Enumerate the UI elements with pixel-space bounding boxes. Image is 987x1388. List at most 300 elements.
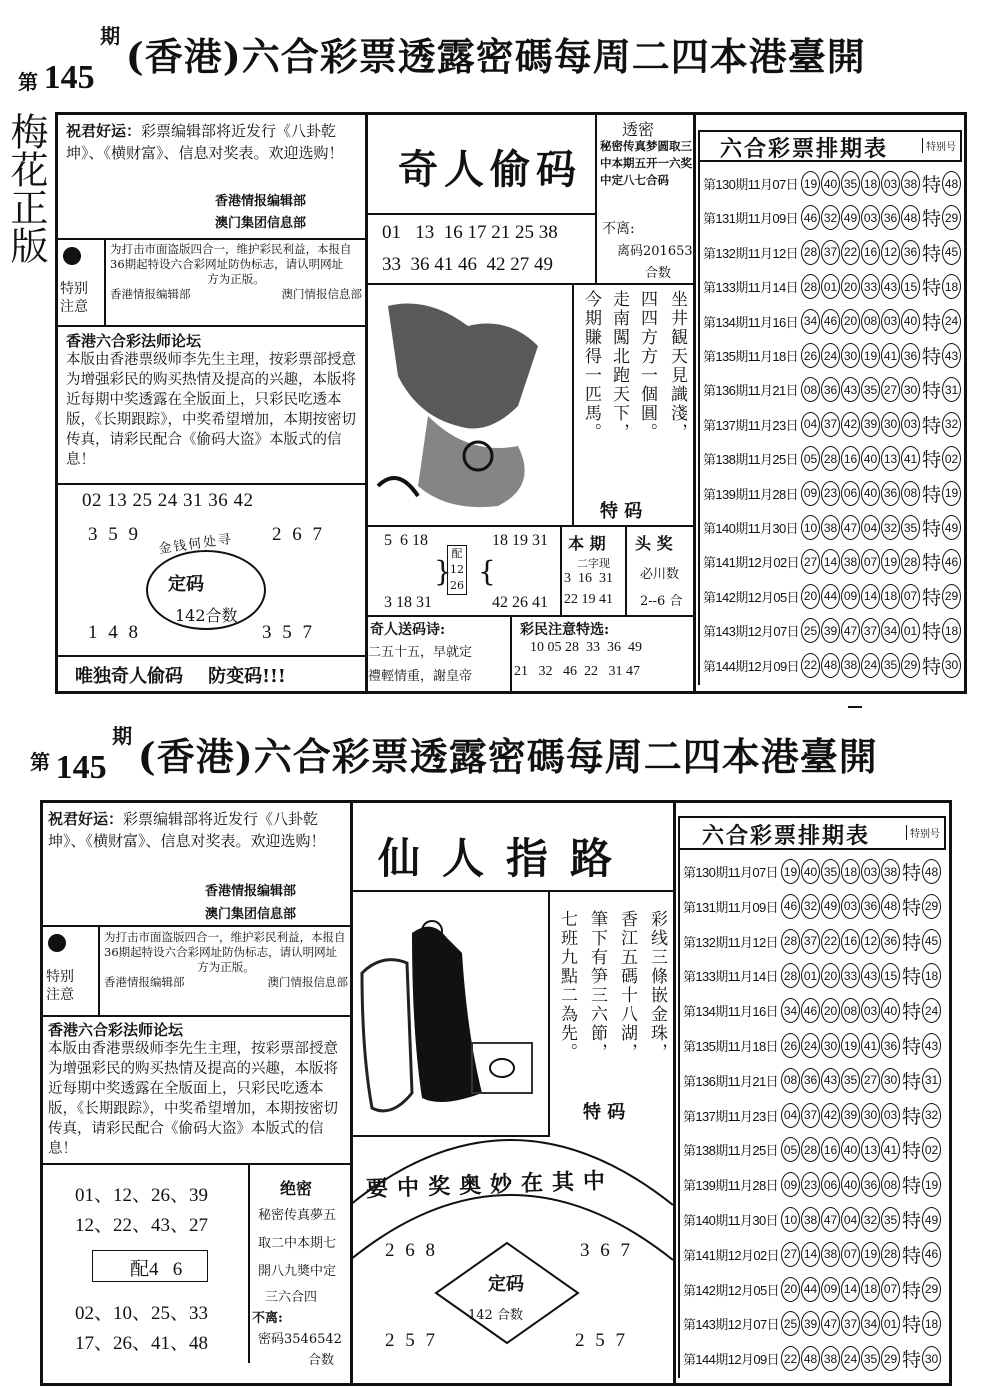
table-row [703, 548, 962, 575]
table-row [703, 308, 962, 335]
table-row [683, 997, 942, 1024]
forum-text: 本版由香港票级师李先生主理，按彩票部授意为增强彩民的购买热情及提高的兴趣，本版将近每期中奖透露在全版面上，只彩民吃透本版，《长期跟踪》，中奖希望增加，本期按密切传真，请彩民配合《偷码大盗》本版式的信息！ [66, 352, 356, 468]
special-marker: 特 [922, 519, 942, 540]
greeting-sign-2: 澳门集团信息部 [205, 907, 297, 922]
notice-sign-2: 澳门情报信息部 [267, 975, 348, 989]
number-ball: 10 [801, 515, 820, 540]
special-ball: 02 [942, 446, 961, 471]
number-ball: 03 [861, 998, 880, 1023]
table-row [683, 1171, 942, 1198]
number-ball: 49 [821, 894, 840, 919]
draw-label: 第144期12月09日 [703, 658, 800, 674]
draw-label: 第132期11月12日 [683, 934, 779, 950]
number-ball: 04 [841, 1207, 860, 1232]
draw-label: 第137期11月23日 [683, 1108, 779, 1124]
special-ball: 29 [942, 205, 961, 230]
table-row [683, 858, 942, 885]
draw-label: 第143期12月07日 [703, 624, 800, 640]
special-ball: 29 [922, 894, 941, 919]
number-ball: 23 [801, 1172, 820, 1197]
forum-title: 香港六合彩法师论坛 [66, 332, 202, 350]
juemi-buli: 不离: [252, 1311, 283, 1326]
number-ball: 36 [801, 1068, 820, 1093]
number-ball: 04 [861, 515, 880, 540]
juemi-code: 密码3546542 [258, 1332, 342, 1347]
number-ball: 43 [861, 963, 880, 988]
number-ball: 12 [881, 240, 900, 265]
header-qi: 期 [112, 724, 133, 748]
number-ball: 47 [821, 1311, 840, 1336]
notice-sign-1: 香港情报编辑部 [104, 975, 185, 989]
number-ball: 35 [861, 1346, 880, 1371]
number-ball: 35 [901, 515, 920, 540]
oval-arc-text: 金钱何处寻 [157, 531, 234, 558]
special-marker: 特 [922, 656, 942, 678]
table-row [703, 514, 962, 541]
number-ball: 37 [861, 618, 880, 643]
forum-text: 本版由香港票级师李先生主理，按彩票部授意为增强彩民的购买热情及提高的兴趣，本版将近每期中奖透露在全版面上，只彩民吃透本版，《长期跟踪》，中奖希望增加，本期按密切传真，请彩民配合《偷码大盗》本版式的信息！ [48, 1041, 338, 1157]
number-ball: 28 [881, 1242, 900, 1267]
notice-sign-1: 香港情报编辑部 [110, 287, 191, 301]
number-ball: 18 [881, 584, 900, 609]
number-ball: 24 [821, 343, 840, 368]
special-marker: 特 [922, 415, 942, 437]
oval-top-left: 3 5 9 [88, 524, 141, 545]
special-ball: 48 [942, 171, 961, 196]
juemi-line-4: 三六合四 [265, 1290, 318, 1305]
pick-line-1: 10 05 28 33 36 49 [530, 640, 642, 655]
table-row [683, 928, 942, 955]
special-marker: 特 [902, 1106, 922, 1128]
draw-label: 第133期11月14日 [703, 280, 799, 296]
draw-label: 第132期11月12日 [703, 245, 799, 261]
number-ball: 26 [781, 1033, 800, 1058]
illustration-scholar-warrior [352, 893, 548, 1133]
number-ball: 16 [861, 240, 880, 265]
special-ball: 18 [942, 618, 961, 643]
number-ball: 39 [841, 1103, 860, 1128]
special-marker: 特 [922, 622, 942, 644]
draw-label: 第140期11月30日 [683, 1213, 779, 1228]
special-marker: 特 [902, 1037, 922, 1058]
number-ball: 40 [821, 171, 840, 196]
greeting-sign-1: 香港情报编辑部 [205, 884, 297, 899]
special-marker: 特 [922, 553, 942, 575]
number-ball: 06 [841, 481, 860, 506]
table-row [703, 170, 962, 197]
draw-label: 第143期12月07日 [683, 1317, 780, 1333]
oval-center: 定码 [168, 574, 204, 595]
diamond-bottom-right: 2 5 7 [575, 1330, 628, 1351]
number-ball: 08 [901, 481, 920, 506]
number-ball: 47 [841, 515, 860, 540]
notice-tail: 方为正版。 [207, 272, 265, 286]
secret-sum: 合数 [645, 266, 672, 281]
number-ball: 13 [861, 1137, 880, 1162]
notice-label: 特别注意 [46, 969, 74, 1003]
number-ball: 23 [821, 481, 840, 506]
number-ball: 29 [881, 1346, 900, 1371]
number-ball: 24 [861, 653, 880, 678]
draw-label: 第138期11月25日 [703, 452, 799, 468]
number-ball: 01 [881, 1311, 900, 1336]
number-ball: 32 [801, 894, 820, 919]
number-ball: 08 [801, 377, 820, 402]
header-di: 第 [30, 750, 50, 774]
number-ball: 44 [801, 1277, 820, 1302]
number-ball: 40 [801, 859, 820, 884]
number-ball: 30 [861, 1103, 880, 1128]
pei-box [447, 545, 467, 595]
special-marker: 特 [902, 1245, 922, 1267]
number-ball: 03 [881, 1103, 900, 1128]
number-ball: 27 [781, 1242, 800, 1267]
table-row [703, 376, 962, 403]
number-ball: 37 [841, 1311, 860, 1336]
draw-label: 第133期11月14日 [683, 969, 779, 985]
number-ball: 05 [781, 1137, 800, 1162]
special-ball: 49 [922, 1207, 941, 1232]
special-marker: 特 [922, 347, 942, 368]
table-row [683, 1276, 942, 1303]
special-marker: 特 [922, 278, 942, 300]
number-ball: 20 [781, 1277, 800, 1302]
number-ball: 38 [801, 1207, 820, 1232]
number-ball: 15 [881, 963, 900, 988]
number-ball: 38 [901, 171, 920, 196]
special-ball: 30 [942, 653, 961, 678]
forum-title: 香港六合彩法师论坛 [48, 1021, 184, 1039]
number-ball: 28 [781, 929, 800, 954]
number-ball: 34 [861, 1311, 880, 1336]
special-marker: 特 [902, 1071, 922, 1093]
number-ball: 34 [781, 998, 800, 1023]
pair-left-bottom: 3 18 31 [384, 594, 432, 611]
pei-label: 配 [451, 547, 463, 560]
number-ball: 16 [841, 929, 860, 954]
greeting [48, 808, 344, 852]
number-ball: 30 [841, 343, 860, 368]
number-ball: 36 [881, 929, 900, 954]
special-marker: 特 [902, 932, 922, 954]
special-ball: 24 [922, 998, 941, 1023]
pair-right-top: 18 19 31 [492, 532, 548, 549]
special-ball: 18 [922, 963, 941, 988]
benqi-title: 本 期 [568, 534, 606, 553]
special-ball: 02 [922, 1137, 941, 1162]
number-ball: 38 [881, 859, 900, 884]
number-ball: 37 [821, 240, 840, 265]
draw-label: 第130期11月07日 [683, 865, 779, 880]
number-ball: 03 [881, 171, 900, 196]
song-line-2: 禮輕情重，謝皇帝 [368, 669, 473, 684]
number-ball: 41 [881, 343, 900, 368]
group-1-line-1: 01、12、26、39 [75, 1185, 209, 1206]
number-ball: 24 [801, 1033, 820, 1058]
notice-bomb-icon [48, 934, 66, 952]
table-row [703, 411, 962, 438]
bottom-table [678, 816, 944, 1378]
special-marker: 特 [902, 1280, 922, 1302]
draw-label: 第131期11月09日 [703, 211, 799, 227]
oval-sub: 142合数 [175, 606, 238, 625]
draw-label: 第141期12月02日 [703, 555, 800, 571]
draw-label: 第134期11月16日 [683, 1004, 779, 1020]
draw-label: 第139期11月28日 [703, 486, 799, 502]
notice-text: 为打击市面盗版四合一，维护彩民利益，本报自36期起特设六合彩网址防伪标志，请认明网址 [110, 242, 352, 271]
table-row [703, 273, 962, 300]
oval-bottom-left: 1 4 8 [88, 622, 141, 643]
greeting-text: 彩票编辑部将近发行《八卦乾坤》、《横财富》、信息对奖表。欢迎选购！ [66, 122, 344, 162]
draw-label: 第130期11月07日 [703, 177, 799, 192]
number-ball: 19 [881, 549, 900, 574]
bottom-header [30, 724, 878, 786]
pair-right-bottom: 42 26 41 [492, 594, 548, 611]
slogan: 唯独奇人偷码 防变码!!! [75, 666, 286, 687]
number-ball: 22 [801, 653, 820, 678]
number-ball: 04 [781, 1103, 800, 1128]
code-line-2: 33 36 41 46 42 27 49 [382, 254, 553, 275]
header-title: (香港)六合彩票透露密碼每周二四本港臺開 [125, 34, 866, 79]
number-ball: 09 [781, 1172, 800, 1197]
number-ball: 01 [801, 963, 820, 988]
table-row [683, 893, 942, 920]
greeting-lead: 祝君好运： [66, 122, 142, 140]
draw-label: 第139期11月28日 [683, 1178, 779, 1194]
number-ball: 07 [901, 584, 920, 609]
number-ball: 47 [821, 1207, 840, 1232]
number-ball: 35 [841, 171, 860, 196]
panel-title: 仙人指路 [378, 834, 635, 883]
number-ball: 33 [861, 274, 880, 299]
number-ball: 15 [901, 274, 920, 299]
number-ball: 09 [801, 481, 820, 506]
number-ball: 01 [821, 274, 840, 299]
greeting [66, 120, 358, 164]
tema-label: 特 码 [600, 501, 643, 522]
draw-label: 第136期11月21日 [683, 1073, 779, 1089]
number-ball: 22 [821, 929, 840, 954]
special-marker: 特 [902, 1176, 922, 1198]
number-ball: 36 [901, 240, 920, 265]
code-line-1: 01 13 16 17 21 25 38 [382, 222, 558, 243]
toujiang-range: 2--6 合 [640, 594, 683, 609]
notice-sign-2: 澳门情报信息部 [281, 287, 362, 301]
number-ball: 46 [801, 998, 820, 1023]
number-ball: 46 [801, 205, 820, 230]
number-ball: 40 [841, 1172, 860, 1197]
pei-label: 配4 6 [130, 1259, 183, 1280]
number-ball: 28 [781, 963, 800, 988]
number-ball: 05 [801, 446, 820, 471]
number-ball: 49 [841, 205, 860, 230]
number-ball: 18 [841, 859, 860, 884]
number-ball: 03 [861, 205, 880, 230]
special-marker: 特 [902, 1141, 922, 1163]
number-ball: 03 [861, 859, 880, 884]
number-ball: 04 [801, 412, 820, 437]
pei-num-1: 12 [450, 563, 464, 576]
number-ball: 20 [841, 274, 860, 299]
special-label: 特别号 [922, 138, 956, 153]
number-ball: 08 [781, 1068, 800, 1093]
special-ball: 30 [922, 1346, 941, 1371]
song-title: 奇人送码诗: [370, 622, 446, 638]
poem-line-4: 七班九點二為先。 [557, 910, 577, 1062]
number-ball: 14 [861, 584, 880, 609]
number-ball: 33 [841, 963, 860, 988]
number-ball: 43 [821, 1068, 840, 1093]
number-ball: 09 [821, 1277, 840, 1302]
draw-label: 第136期11月21日 [703, 383, 799, 399]
number-ball: 28 [821, 446, 840, 471]
table-title: 六合彩票排期表 [720, 136, 889, 162]
number-ball: 35 [861, 377, 880, 402]
header-issue: 145 [55, 749, 107, 786]
table-row [703, 480, 962, 507]
number-ball: 40 [861, 446, 880, 471]
toujiang-title: 头 奖 [635, 534, 673, 553]
pick-title: 彩民注意特选: [520, 622, 610, 638]
table-row [703, 239, 962, 266]
table-row [703, 204, 962, 231]
number-ball: 28 [801, 274, 820, 299]
draw-label: 第142期12月05日 [703, 589, 800, 605]
special-marker: 特 [922, 381, 942, 403]
special-ball: 43 [942, 343, 961, 368]
poem-line-1: 坐井観天見識淺， [667, 290, 687, 442]
number-ball: 18 [861, 1277, 880, 1302]
diamond-bottom-left: 2 5 7 [385, 1330, 438, 1351]
number-ball: 43 [841, 377, 860, 402]
number-ball: 12 [861, 929, 880, 954]
number-ball: 30 [881, 412, 900, 437]
special-ball: 18 [922, 1311, 941, 1336]
number-ball: 35 [821, 859, 840, 884]
number-ball: 19 [801, 171, 820, 196]
draw-label: 第142期12月05日 [683, 1282, 780, 1298]
number-ball: 41 [881, 1137, 900, 1162]
number-ball: 32 [881, 515, 900, 540]
number-ball: 25 [801, 618, 820, 643]
diamond-sub: 142 合数 [468, 1308, 523, 1323]
number-ball: 27 [881, 377, 900, 402]
number-ball: 36 [861, 1172, 880, 1197]
number-ball: 07 [841, 1242, 860, 1267]
group-2-line-2: 17、26、41、48 [75, 1333, 209, 1354]
special-ball: 29 [922, 1277, 941, 1302]
number-ball: 16 [841, 446, 860, 471]
number-ball: 20 [841, 309, 860, 334]
greeting-lead: 祝君好运： [48, 810, 124, 828]
number-ball: 18 [861, 171, 880, 196]
number-ball: 36 [881, 481, 900, 506]
number-ball: 22 [841, 240, 860, 265]
special-marker: 特 [902, 1211, 922, 1232]
table-row [683, 1310, 942, 1337]
special-ball: 31 [942, 377, 961, 402]
number-ball: 46 [781, 894, 800, 919]
special-marker: 特 [902, 863, 922, 884]
number-ball: 07 [881, 1277, 900, 1302]
number-ball: 06 [821, 1172, 840, 1197]
number-ball: 38 [841, 653, 860, 678]
number-ball: 26 [801, 343, 820, 368]
number-ball: 39 [821, 618, 840, 643]
secret-buli: 不离: [602, 221, 635, 237]
table-row [703, 342, 962, 369]
pei-num-2: 26 [450, 579, 464, 592]
special-label: 特别号 [906, 825, 940, 840]
number-ball: 48 [881, 894, 900, 919]
number-ball: 46 [821, 309, 840, 334]
special-ball: 24 [942, 309, 961, 334]
number-ball: 28 [801, 240, 820, 265]
number-ball: 43 [881, 274, 900, 299]
draw-label: 第131期11月09日 [683, 899, 779, 915]
number-ball: 36 [861, 894, 880, 919]
diamond-top-left: 2 6 8 [385, 1240, 438, 1261]
special-ball: 19 [942, 481, 961, 506]
poem-line-1: 彩线三條嵌金珠， [647, 910, 667, 1062]
number-ball: 40 [861, 481, 880, 506]
number-ball: 36 [881, 205, 900, 230]
poem-line-3: 筆下有笋三六節， [587, 910, 607, 1062]
greeting-sign-1: 香港情报编辑部 [215, 194, 307, 209]
number-ball: 24 [841, 1346, 860, 1371]
special-marker: 特 [902, 967, 922, 989]
poem-line-4: 今期賺得一匹馬。 [581, 290, 601, 442]
special-marker: 特 [922, 209, 942, 231]
number-ball: 14 [841, 1277, 860, 1302]
oval-bottom-right: 3 5 7 [262, 622, 315, 643]
number-ball: 10 [781, 1207, 800, 1232]
number-ball: 01 [901, 618, 920, 643]
number-ball: 08 [881, 1172, 900, 1197]
number-ball: 36 [821, 377, 840, 402]
draw-label: 第140期11月30日 [703, 521, 799, 536]
toujiang-sub: 必川数 [640, 567, 680, 582]
special-marker: 特 [922, 243, 942, 265]
number-ball: 35 [881, 653, 900, 678]
special-ball: 32 [922, 1103, 941, 1128]
draw-label: 第135期11月18日 [703, 349, 799, 364]
number-ball: 30 [821, 1033, 840, 1058]
number-ball: 41 [901, 446, 920, 471]
greeting-text: 彩票编辑部将近发行《八卦乾坤》、《横财富》、信息对奖表。欢迎选购！ [48, 810, 326, 850]
special-marker: 特 [902, 1315, 922, 1337]
secret-code: 离码201653 [617, 244, 693, 259]
table-row [683, 1206, 942, 1233]
special-ball: 46 [922, 1242, 941, 1267]
number-ball: 20 [801, 584, 820, 609]
number-ball: 30 [901, 377, 920, 402]
hot-numbers: 02 13 25 24 31 36 42 [82, 490, 254, 511]
number-ball: 08 [841, 998, 860, 1023]
header-issue: 145 [43, 59, 95, 96]
header-di: 第 [18, 70, 38, 94]
number-ball: 38 [821, 515, 840, 540]
benqi-sub: 二字现 [577, 557, 610, 570]
group-1-line-2: 12、22、43、27 [75, 1215, 209, 1236]
table-row [683, 1241, 942, 1268]
number-ball: 47 [841, 618, 860, 643]
number-ball: 34 [881, 618, 900, 643]
arc-slogan: 要中奖奥妙在其中 [365, 1167, 615, 1203]
number-ball: 48 [901, 205, 920, 230]
greeting-sign-2: 澳门集团信息部 [215, 216, 307, 231]
diamond-center: 定码 [488, 1274, 524, 1295]
